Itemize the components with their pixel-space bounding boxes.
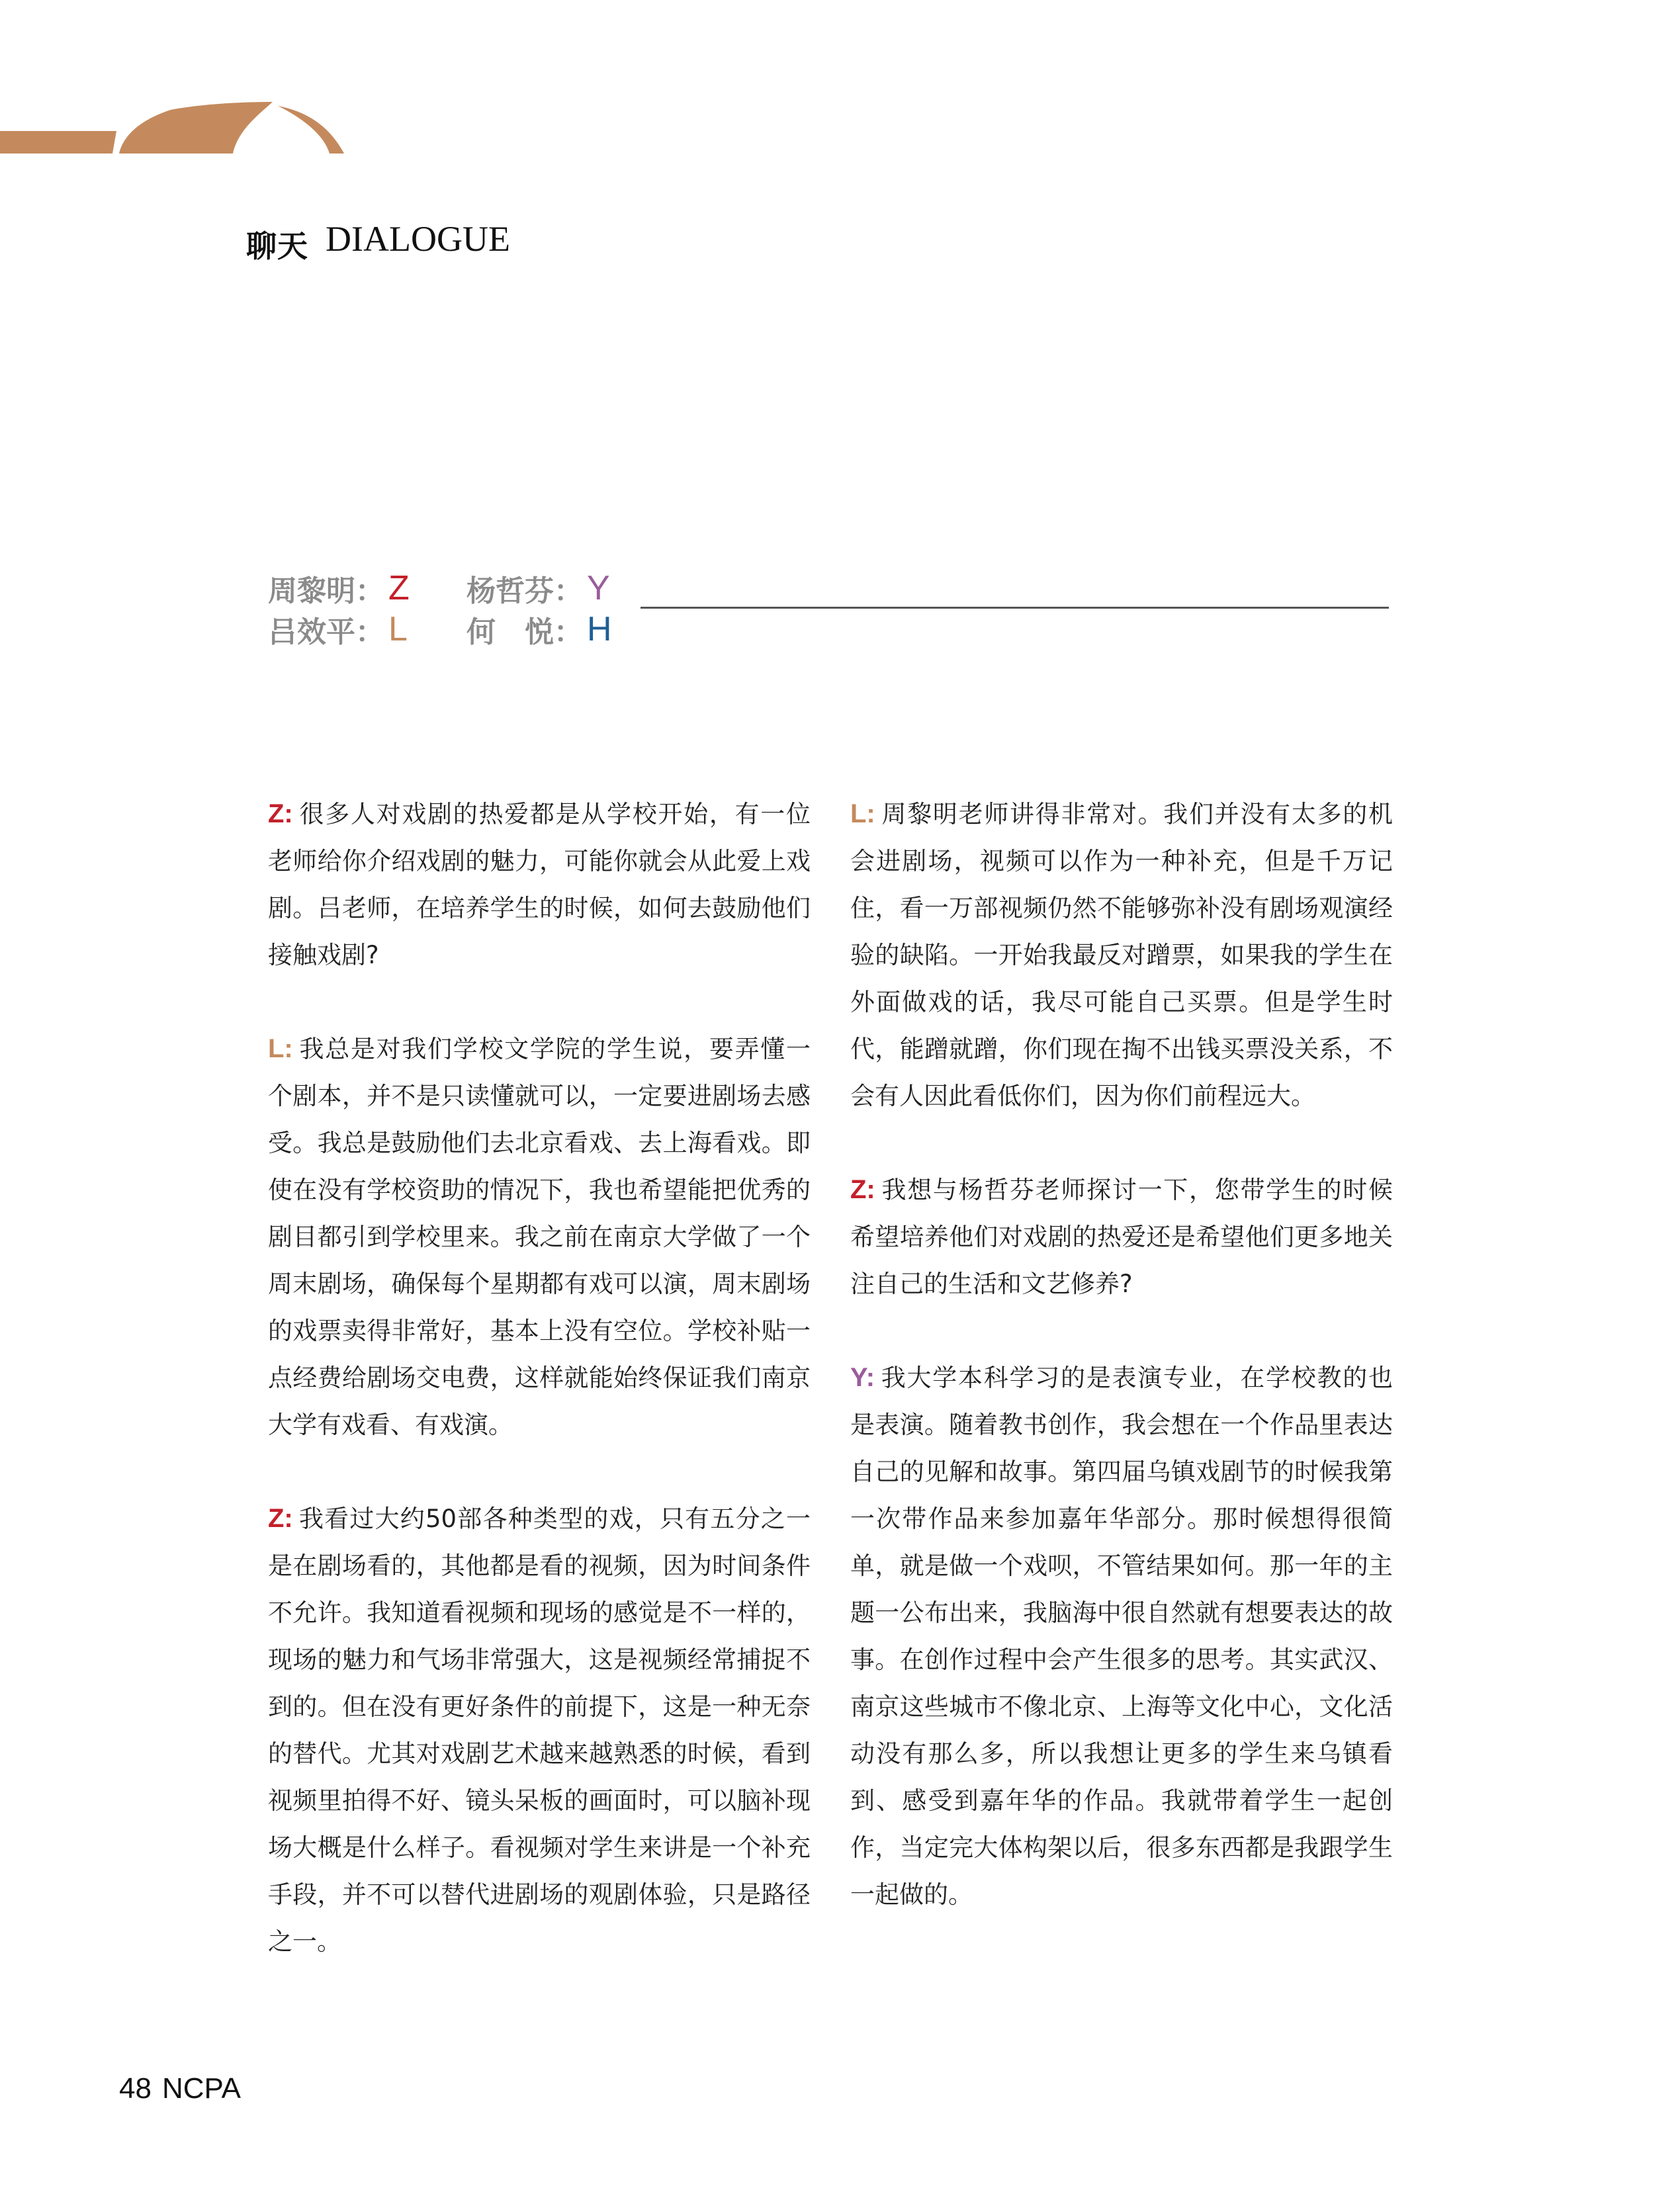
paragraph-text: 我想与杨哲芬老师探讨一下，您带学生的时候希望培养他们对戏剧的热爱还是希望他们更多地关注自己的生活和文艺修养?	[850, 1176, 1393, 1298]
legend-name: 周黎明：	[268, 574, 384, 608]
section-title-en: DIALOGUE	[326, 219, 510, 259]
legend-divider	[641, 607, 1389, 609]
header-band	[0, 131, 116, 153]
speaker-legend	[268, 568, 612, 650]
speaker-label: Z:	[268, 799, 293, 828]
header-arch-sliver	[278, 106, 344, 153]
publication-name: NCPA	[161, 2072, 241, 2105]
paragraph-text: 我看过大约50部各种类型的戏，只有五分之一是在剧场看的，其他都是看的视频，因为时间条件不允许。我知道看视频和现场的感觉是不一样的，现场的魅力和气场非常强大，这是视频经常捕捉不到的。但在没有更好条件的前提下，这是一种无奈的替代。尤其对戏剧艺术越来越熟悉的时候，看到视频里拍得不好、镜头呆板的画面时，可以脑补现场大概是什么样子。看视频对学生来讲是一个补充手段，并不可以替代进剧场的观剧体验，只是路径之一。	[268, 1505, 811, 1956]
legend-name: 何 悦：	[466, 615, 583, 649]
header-arch-main	[119, 102, 273, 153]
right-column	[850, 791, 1393, 1965]
dialogue-paragraph	[268, 791, 811, 979]
paragraph-text: 我大学本科学习的是表演专业，在学校教的也是表演。随着教书创作，我会想在一个作品里表达自己的见解和故事。第四届乌镇戏剧节的时候我第一次带作品来参加嘉年华部分。那时候想得很简单，就是做一个戏呗，不管结果如何。那一年的主题一公布出来，我脑海中很自然就有想要表达的故事。在创作过程中会产生很多的思考。其实武汉、南京这些城市不像北京、上海等文化中心，文化活动没有那么多，所以我想让更多的学生来乌镇看到、感受到嘉年华的作品。我就带着学生一起创作，当定完大体构架以后，很多东西都是我跟学生一起做的。	[850, 1364, 1393, 1909]
speaker-label: L:	[850, 799, 875, 828]
section-title-cn: 聊天	[246, 228, 308, 264]
legend-row	[268, 609, 612, 650]
legend-item-y	[466, 567, 610, 609]
legend-code: L	[388, 610, 408, 648]
dialogue-paragraph	[850, 1354, 1393, 1918]
legend-name: 杨哲芬：	[466, 574, 583, 608]
speaker-label: Z:	[850, 1175, 875, 1204]
legend-row	[268, 568, 612, 609]
section-header	[0, 99, 596, 264]
legend-code: Z	[388, 569, 410, 607]
speaker-label: L:	[268, 1034, 293, 1063]
speaker-label: Y:	[850, 1363, 875, 1392]
dialogue-paragraph	[268, 1495, 811, 1965]
legend-code: H	[587, 610, 612, 648]
dialogue-paragraph	[850, 1166, 1393, 1307]
paragraph-text: 很多人对戏剧的热爱都是从学校开始，有一位老师给你介绍戏剧的魅力，可能你就会从此爱上戏剧。吕老师，在培养学生的时候，如何去鼓励他们接触戏剧?	[268, 800, 811, 969]
page-number: 48	[119, 2072, 152, 2105]
dialogue-paragraph	[850, 791, 1393, 1119]
left-column	[268, 791, 811, 2012]
page-footer	[119, 2072, 241, 2105]
legend-code: Y	[587, 569, 610, 607]
paragraph-text: 周黎明老师讲得非常对。我们并没有太多的机会进剧场，视频可以作为一种补充，但是千万记住，看一万部视频仍然不能够弥补没有剧场观演经验的缺陷。一开始我最反对蹭票，如果我的学生在外面做戏的话，我尽可能自己买票。但是学生时代，能蹭就蹭，你们现在掏不出钱买票没关系，不会有人因此看低你们，因为你们前程远大。	[850, 800, 1393, 1110]
legend-item-l	[268, 608, 466, 650]
paragraph-text: 我总是对我们学校文学院的学生说，要弄懂一个剧本，并不是只读懂就可以，一定要进剧场去感受。我总是鼓励他们去北京看戏、去上海看戏。即使在没有学校资助的情况下，我也希望能把优秀的剧目都引到学校里来。我之前在南京大学做了一个周末剧场，确保每个星期都有戏可以演，周末剧场的戏票卖得非常好，基本上没有空位。学校补贴一点经费给剧场交电费，这样就能始终保证我们南京大学有戏看、有戏演。	[268, 1035, 811, 1439]
dialogue-paragraph	[268, 1026, 811, 1448]
legend-item-h	[466, 608, 612, 650]
legend-name: 吕效平：	[268, 615, 384, 649]
header-arch-graphic	[0, 99, 596, 172]
legend-item-z	[268, 567, 466, 609]
speaker-label: Z:	[268, 1504, 293, 1533]
